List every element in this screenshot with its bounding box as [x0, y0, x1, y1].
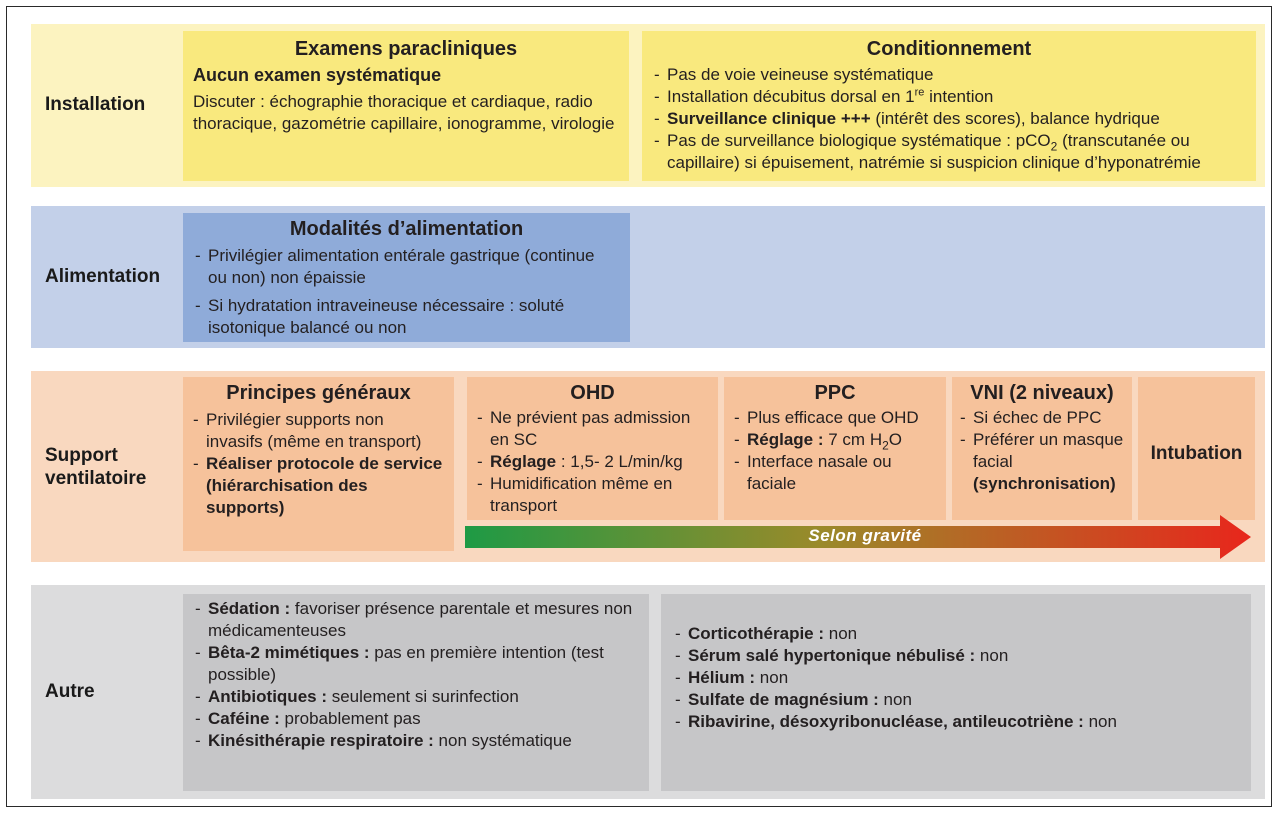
list-item: - Privilégier alimentation entérale gastrique (continue ou non) non épaissie: [195, 246, 595, 287]
autre-left-box: [183, 594, 649, 791]
list-item: - Corticothérapie : non: [675, 624, 858, 643]
list-item: - Privilégier supports non invasifs (même en transport): [193, 410, 422, 451]
list-item: - Caféine : probablement pas: [195, 709, 421, 728]
list-item: - Pas de voie veineuse systématique: [654, 65, 934, 84]
list-item: - Sérum salé hypertonique nébulisé : non: [675, 646, 1009, 665]
severity-arrow-label: Selon gravité: [808, 526, 922, 545]
support-band: [31, 371, 1265, 562]
list-item: - Interface nasale ou faciale: [734, 452, 892, 493]
list-item: - Ne prévient pas admission en SC: [477, 408, 691, 449]
list-item: - Si échec de PPC: [960, 408, 1102, 427]
list-item: - Réglage : 7 cm $H_2O$: [734, 430, 903, 453]
list-item: - Hélium : non: [675, 668, 789, 687]
alimentation-box: [183, 213, 630, 342]
exams-text: Discuter : échographie thoracique et cardiaque, radio thoracique, gazométrie capillaire, ionogramme, virologie: [193, 92, 615, 133]
conditionnement-title: Conditionnement: [866, 38, 1032, 60]
vni-box: [952, 377, 1132, 520]
principes-box: [183, 377, 454, 551]
intubation-box: [1138, 377, 1255, 520]
exams-title: Examens paracliniques: [294, 38, 518, 60]
list-item: - Réaliser protocole de service (hiérarchisation des supports): [193, 454, 443, 517]
autre-band: [31, 585, 1265, 799]
intubation-label: Intubation: [1150, 443, 1243, 464]
exams-box: [183, 31, 629, 181]
ohd-box: [467, 377, 718, 520]
list-item: - Bêta-2 mimétiques : pas en première intention (test possible): [195, 643, 604, 684]
installation-label: Installation: [45, 94, 146, 115]
list-item: - Pas de surveillance biologique systématique : pCO$_2$ (transcutanée ou capillaire) si épuisement, natrémie si suspicion clinique d’hyponatrémie: [654, 131, 1201, 172]
list-item: - Humidification même en transport: [477, 474, 673, 515]
alimentation-title: Modalités d’alimentation: [289, 218, 524, 240]
list-item: - Kinésithérapie respiratoire : non systématique: [195, 731, 572, 750]
autre-right-list: [675, 623, 1237, 733]
list-item: - Surveillance clinique +++ (intérêt des scores), balance hydrique: [654, 109, 1160, 128]
ohd-title: OHD: [570, 382, 615, 404]
list-item: - Installation décubitus dorsal en 1re intention: [654, 86, 994, 106]
list-item: - Antibiotiques : seulement si surinfection: [195, 687, 519, 706]
alimentation-label: Alimentation: [45, 266, 161, 287]
list-item: - Ribavirine, désoxyribonucléase, antileucotriène : non: [675, 712, 1117, 731]
autre-right-box: [661, 594, 1251, 791]
list-item: - Réglage : 1,5- 2 L/min/kg: [477, 452, 683, 471]
list-item: - Sulfate de magnésium : non: [675, 690, 912, 709]
list-item: - Préférer un masque facial (synchronisation): [960, 430, 1124, 493]
list-item: - Plus efficace que OHD: [734, 408, 919, 427]
autre-label: Autre: [45, 681, 95, 702]
installation-band: [31, 24, 1265, 187]
figure-frame: [6, 6, 1272, 807]
exams-subtitle: Aucun examen systématique: [193, 65, 442, 85]
list-item: - Si hydratation intraveineuse nécessaire : soluté isotonique balancé ou non: [195, 296, 565, 337]
ppc-title: PPC: [814, 382, 856, 404]
ppc-box: [724, 377, 946, 520]
vni-title: VNI (2 niveaux): [970, 382, 1114, 404]
principes-title: Principes généraux: [226, 382, 411, 404]
alimentation-band: [31, 206, 1265, 348]
conditionnement-box: [642, 31, 1256, 181]
list-item: - Sédation : favoriser présence parentale et mesures non médicamenteuses: [195, 599, 633, 640]
autre-left-list: [195, 598, 637, 752]
support-label: Support ventilatoire: [45, 445, 147, 489]
